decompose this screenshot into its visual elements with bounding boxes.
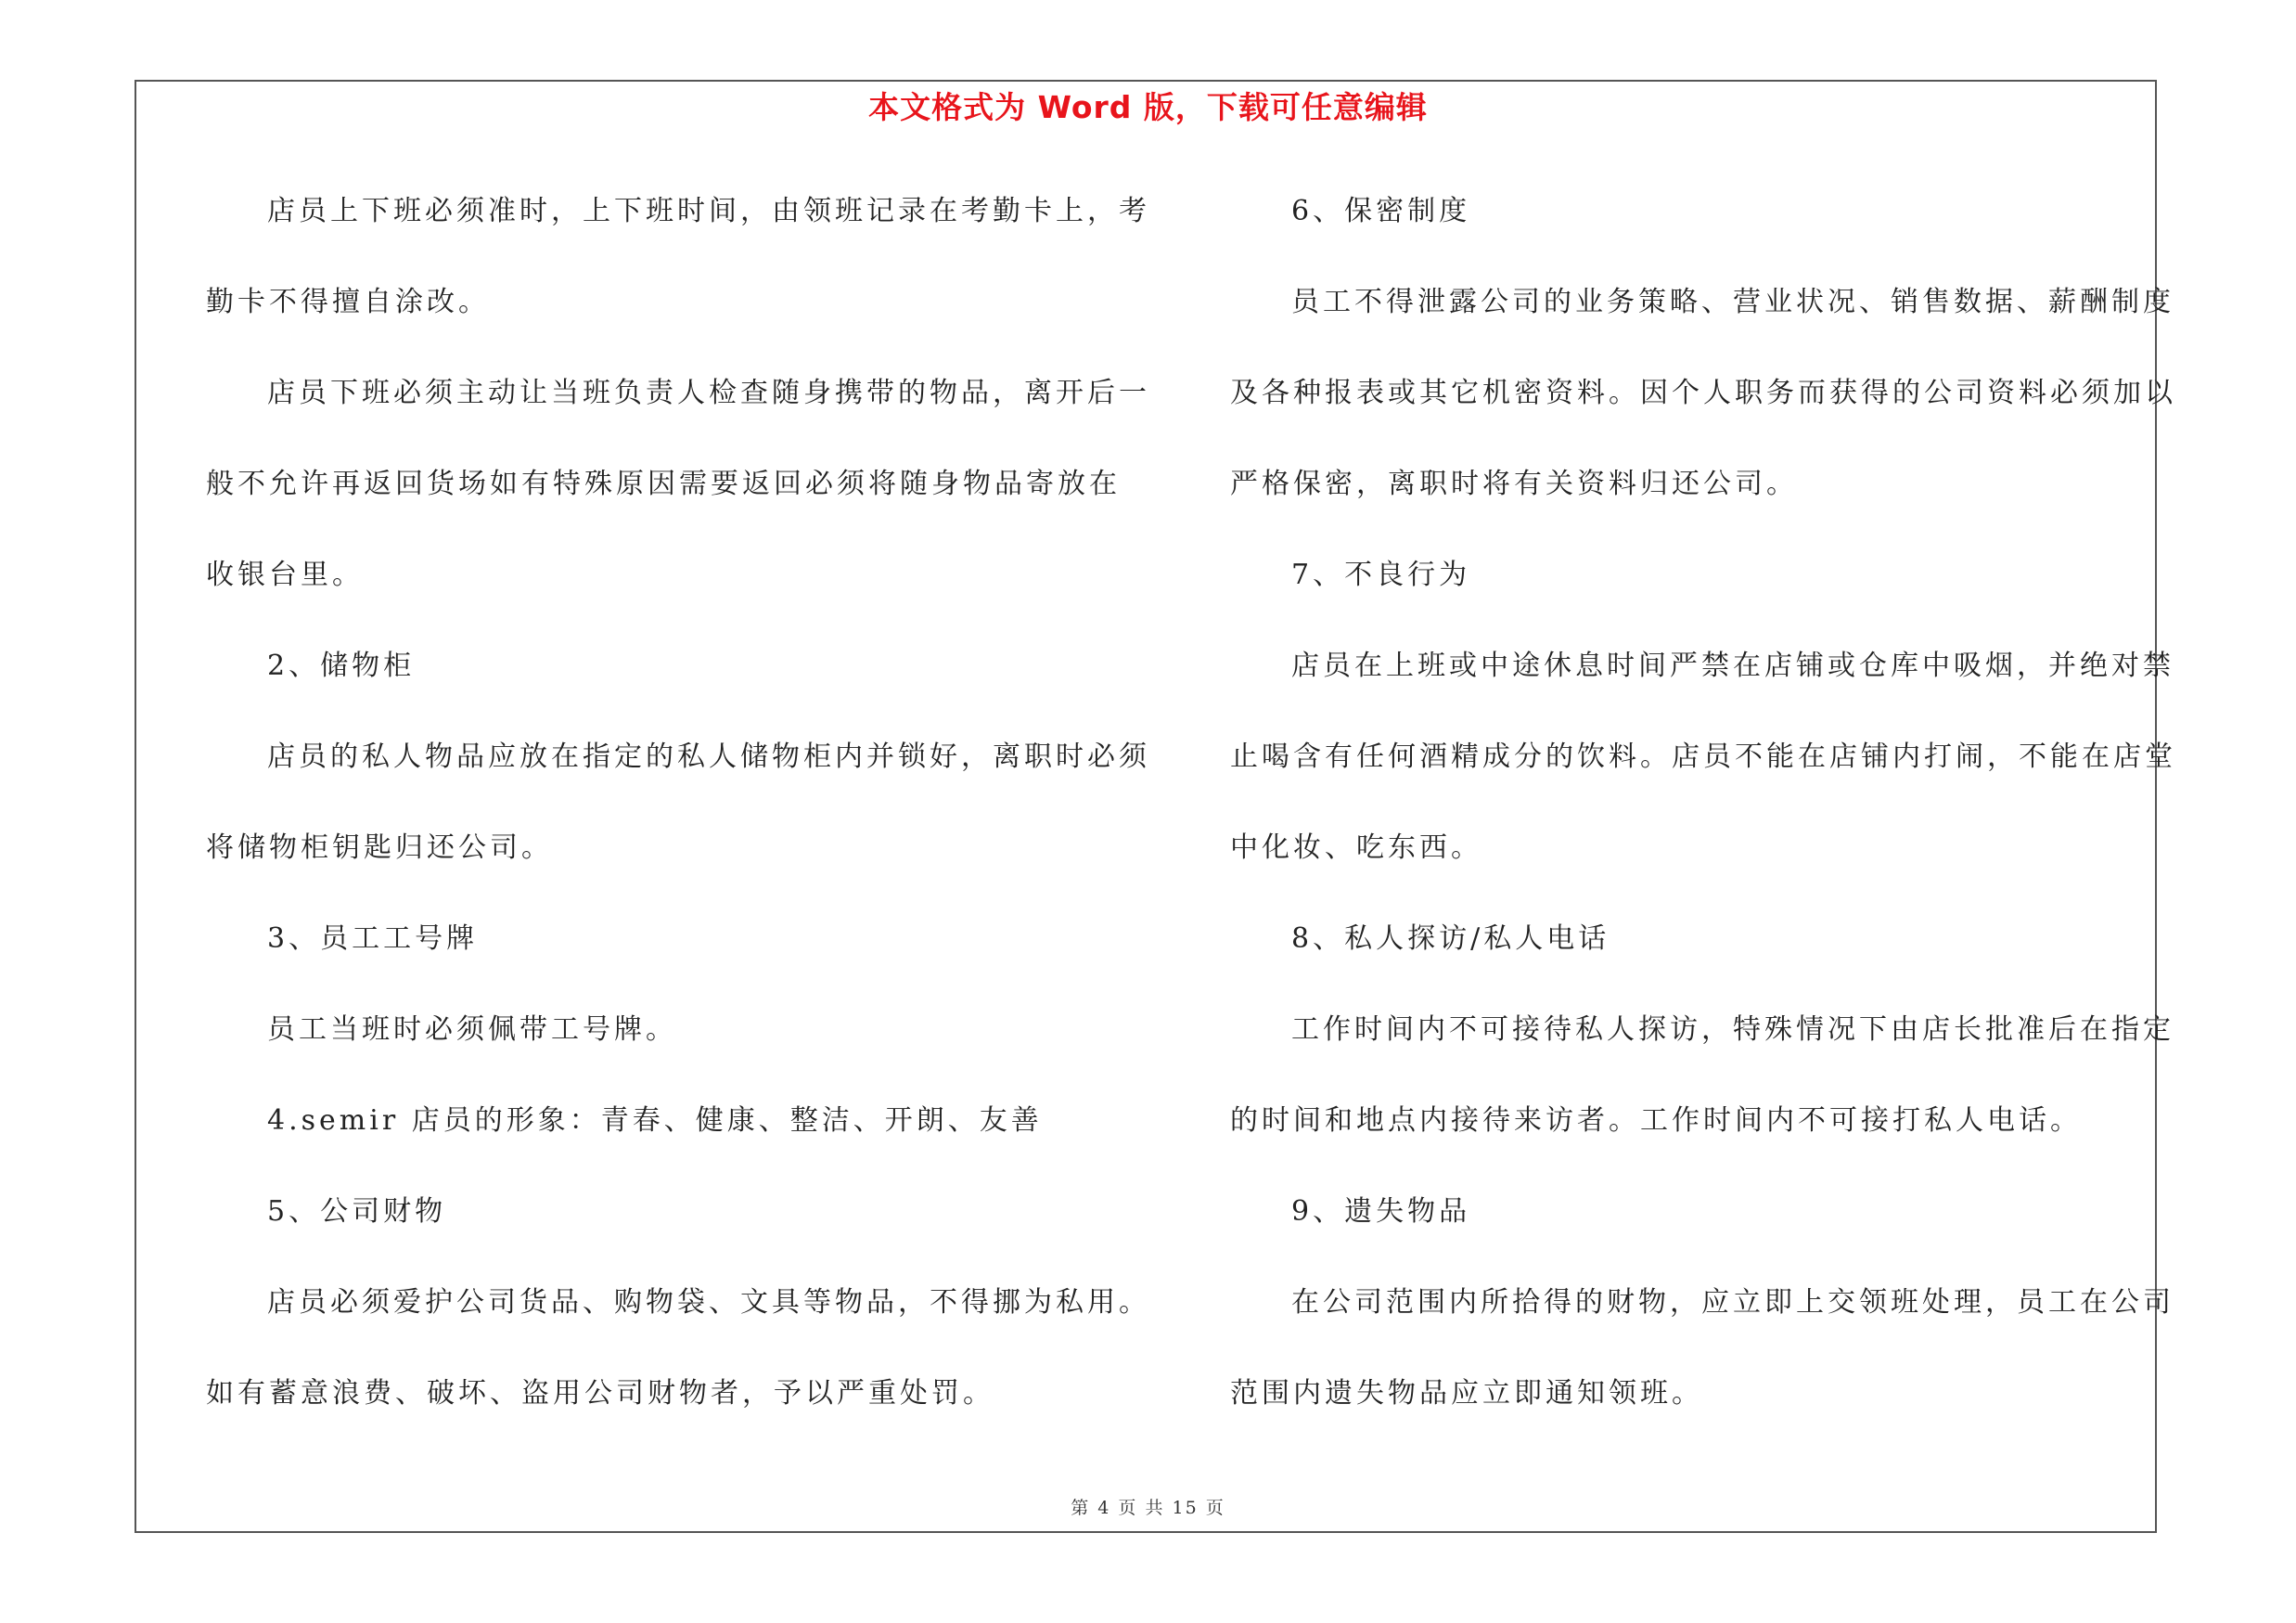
paragraph-line: 严格保密，离职时将有关资料归还公司。: [1230, 468, 1798, 500]
section-heading: 3、员工工号牌: [267, 922, 479, 955]
left-column: [206, 184, 1150, 1457]
paragraph-line: 勤卡不得擅自涂改。: [206, 286, 490, 318]
section-heading: 2、储物柜: [267, 650, 416, 682]
paragraph-line: 店员下班必须主动让当班负责人检查随身携带的物品，离开后一: [267, 377, 1150, 409]
section-heading: 5、公司财物: [267, 1195, 447, 1228]
paragraph-line: 的时间和地点内接待来访者。工作时间内不可接打私人电话。: [1230, 1104, 2082, 1137]
section-heading: 9、遗失物品: [1291, 1195, 1471, 1228]
section-heading: 8、私人探访/私人电话: [1291, 922, 1610, 955]
section-heading: 7、不良行为: [1291, 559, 1471, 591]
paragraph-line: 店员必须爱护公司货品、购物袋、文具等物品，不得挪为私用。: [267, 1286, 1150, 1319]
paragraph-line: 工作时间内不可接待私人探访，特殊情况下由店长批准后在指定: [1291, 1013, 2174, 1046]
paragraph-line: 店员上下班必须准时，上下班时间，由领班记录在考勤卡上，考: [267, 195, 1150, 227]
section-heading: 6、保密制度: [1291, 195, 1471, 227]
paragraph-line: 将储物柜钥匙归还公司。: [206, 831, 553, 864]
paragraph-line: 般不允许再返回货场如有特殊原因需要返回必须将随身物品寄放在: [206, 468, 1121, 500]
page-number-footer: 第 4 页 共 15 页: [1071, 1498, 1225, 1518]
paragraph-line: 如有蓄意浪费、破坏、盗用公司财物者，予以严重处罚。: [206, 1377, 994, 1410]
paragraph-line: 员工不得泄露公司的业务策略、营业状况、销售数据、薪酬制度: [1291, 286, 2174, 318]
paragraph-line: 员工当班时必须佩带工号牌。: [267, 1013, 677, 1046]
right-column: [1230, 184, 2176, 1457]
paragraph-line: 店员在上班或中途休息时间严禁在店铺或仓库中吸烟，并绝对禁: [1291, 650, 2174, 682]
paragraph-line: 范围内遗失物品应立即通知领班。: [1230, 1377, 1703, 1410]
paragraph-line: 收银台里。: [206, 559, 364, 591]
paragraph-line: 在公司范围内所拾得的财物，应立即上交领班处理，员工在公司: [1291, 1286, 2174, 1319]
paragraph-line: 及各种报表或其它机密资料。因个人职务而获得的公司资料必须加以: [1230, 377, 2176, 409]
document-header-notice: 本文格式为 Word 版，下载可任意编辑: [868, 89, 1428, 125]
paragraph-line: 店员的私人物品应放在指定的私人储物柜内并锁好，离职时必须: [267, 741, 1150, 773]
section-heading: 4.semir 店员的形象：青春、健康、整洁、开朗、友善: [267, 1104, 1043, 1137]
paragraph-line: 中化妆、吃东西。: [1230, 831, 1482, 864]
paragraph-line: 止喝含有任何酒精成分的饮料。店员不能在店铺内打闹，不能在店堂: [1230, 741, 2176, 773]
